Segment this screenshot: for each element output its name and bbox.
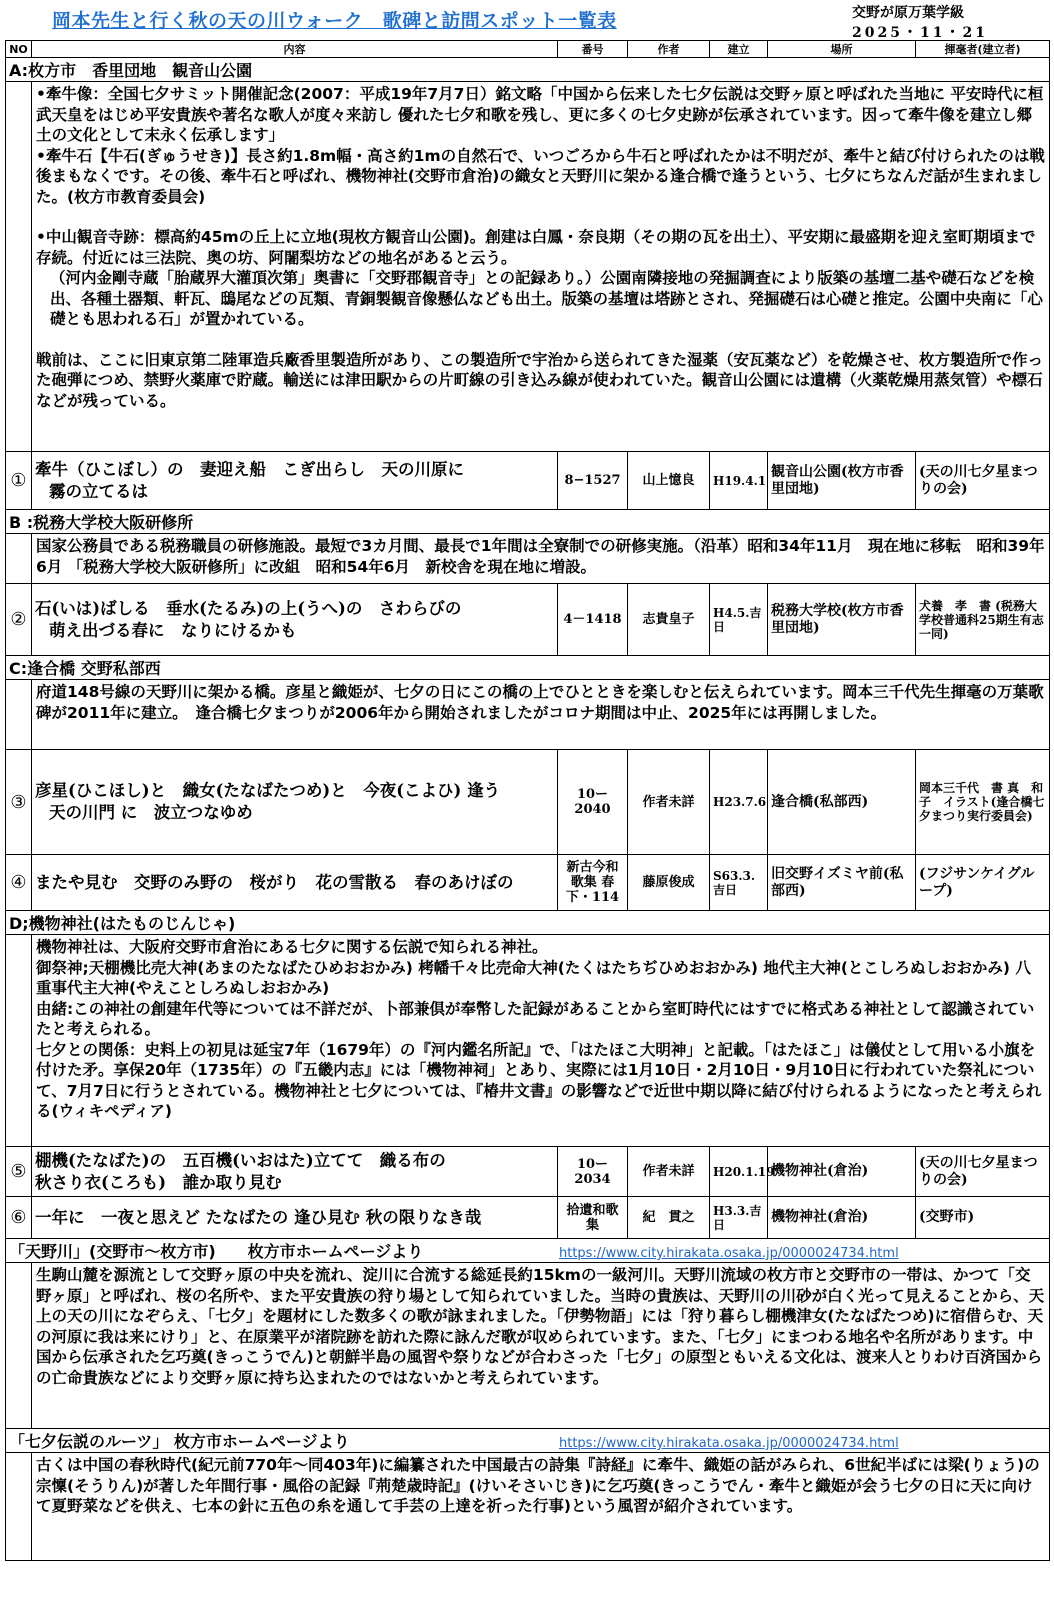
poem-code: 新古今和歌集 春下・114 bbox=[558, 855, 628, 911]
amanogawa-link[interactable]: https://www.city.hirakata.osaka.jp/0000024734.html bbox=[559, 1246, 899, 1261]
table-row bbox=[6, 1147, 1050, 1197]
section-a-p4: （河内金剛寺蔵「胎蔵界大灌頂次第」奥書に「交野郡観音寺」との記録あり。）公園南隣接地の発掘調査により版築の基壇二基や礎石などを検出、各種土器類、軒瓦、鴟尾などの瓦類、青銅製観音像懸仏なども出土。版築の基壇は塔跡とされ、発掘礎石は心礎と推定。公園中央南に「心礎とも思われる石」が置かれている。 bbox=[50, 269, 1043, 328]
row-number: ① bbox=[6, 452, 32, 510]
section-f-description: 古くは中国の春秋時代(紀元前770年～同403年)に編纂された中国最古の詩集『詩経』に牽牛、織姫の話がみられ、6世紀半ばには梁(りょう)の宗懍(そうりん)が著した年間行事・風俗の記録『荊楚歳時記』(けいそさいじき)に乞巧奠(きっこうでん・牽牛と織姫が会う七夕の日に天に向けて夏野菜などを供え、七本の針に五色の糸を通して手芸の上達を祈った行事)という風習が紹介されています。 bbox=[32, 1453, 1050, 1561]
poem-code: 拾遺和歌集 bbox=[558, 1197, 628, 1239]
row-number: ④ bbox=[6, 855, 32, 911]
col-author: 作者 bbox=[628, 41, 710, 58]
row-number: ⑥ bbox=[6, 1197, 32, 1239]
section-c-description: 府道148号線の天野川に架かる橋。彦星と織姫が、七夕の日にこの橋の上でひとときを楽しむと伝えられています。岡本三千代先生揮毫の万葉歌碑が2011年に建立。 逢合橋七夕まつりが2006年から開始されましたがコロナ期間は中止、2025年には再開しました。 bbox=[32, 680, 1050, 750]
col-writer: 揮毫者(建立者) bbox=[916, 41, 1050, 58]
place: 機物神社(倉治) bbox=[768, 1147, 916, 1197]
poem-code: 10ー2040 bbox=[558, 750, 628, 855]
poem: またや見む 交野のみ野の 桜がり 花の雪散る 春のあけぼの bbox=[32, 855, 558, 911]
poem: 石(いは)ばしる 垂水(たるみ)の上(うへ)の さわらびの 萌え出づる春に なりにけるかも bbox=[32, 584, 558, 656]
built-date: S63.3.吉日 bbox=[710, 855, 768, 911]
section-e-description: 生駒山麓を源流として交野ヶ原の中央を流れ、淀川に合流する総延長約15kmの一級河川。天野川流域の枚方市と交野市の一帯は、かつて「交野ヶ原」と呼ばれ、桜の名所や、また平安貴族の狩り場として知られていました。当時の貴族は、天野川の川砂が白く光って見えることから、天上の天の川になぞらえ、「七夕」を題材にした数多くの歌が詠まれました。「伊勢物語」には「狩り暮らし棚機津女(たなばたつめ)に宿借らむ、天の河原に我は来にけり」と、在原業平が渚院跡を訪れた際に詠んだ歌が収められています。また、「七夕」にまつわる地名や名所があります。中国から伝承された乞巧奠(きっこうでん)と朝鮮半島の風習や祭りなどが合わさった「七夕」の原型ともいえる文化は、渡来人とりわけ百済国からの亡命貴族などにより交野ヶ原に持ち込まれたのではないかと考えられています。 bbox=[32, 1263, 1050, 1429]
row-number: ⑤ bbox=[6, 1147, 32, 1197]
col-place: 場所 bbox=[768, 41, 916, 58]
table-row bbox=[6, 584, 1050, 656]
built-date: H20.1.19 bbox=[710, 1147, 768, 1197]
section-a-p1: •牽牛像：全国七夕サミット開催記念(2007：平成19年7月7日）銘文略「中国から伝来した七夕伝説は交野ヶ原と呼ばれた当地に 平安時代に桓武天皇をはじめ平安貴族や著名な歌人が度々来訪し 優れた七夕和歌を残し、更に多くの七夕史跡が伝承されています。因って牽牛像を建立し郷土の文化として末永く伝承します」 bbox=[36, 85, 1044, 144]
section-d-p4: 七夕との関係：史料上の初見は延宝7年（1679年）の『河内鑑名所記』で、「はたほこ大明神」と記載。「はたほこ」は儀仗として用いる小旗を付けた矛。享保20年（1735年）の『五畿内志』には「機物神祠」とあり、実際には1月10日・2月10日・9月10日に行われていた祭礼について、7月7日に行うとされている。機物神社と七夕については、『椿井文書』の影響などで近世中期以降に結び付けられるようになったと考えられる(ウィキペディア) bbox=[36, 1040, 1042, 1120]
poem-author: 作者未詳 bbox=[628, 1147, 710, 1197]
section-e-heading: 「天野川」(交野市～枚方市) 枚方市ホームページより https://www.city.hirakata.osaka.jp/0000024734.html bbox=[6, 1239, 1050, 1263]
poem-code: 8−1527 bbox=[558, 452, 628, 510]
writer: (フジサンケイグループ) bbox=[916, 855, 1050, 911]
place: 機物神社(倉治) bbox=[768, 1197, 916, 1239]
place: 逢合橋(私部西) bbox=[768, 750, 916, 855]
section-c-heading: C:逢合橋 交野私部西 bbox=[6, 656, 1050, 680]
section-a-description bbox=[32, 82, 1050, 452]
poem-code: 10ー2034 bbox=[558, 1147, 628, 1197]
row-number: ② bbox=[6, 584, 32, 656]
section-a-p3: •中山観音寺跡：標高約45mの丘上に立地(現枚方観音山公園)。創建は白鳳・奈良期（その期の瓦を出土）、平安期に最盛期を迎え室町期頃まで存続。付近には三法院、奥の坊、阿闍梨坊などの地名があると云う。 bbox=[36, 228, 1036, 267]
writer: 犬養 孝 書 (税務大学校普通科25期生有志一同) bbox=[916, 584, 1050, 656]
col-built: 建立 bbox=[710, 41, 768, 58]
place: 旧交野イズミヤ前(私部西) bbox=[768, 855, 916, 911]
built-date: H3.3.吉日 bbox=[710, 1197, 768, 1239]
tanabata-roots-link[interactable]: https://www.city.hirakata.osaka.jp/0000024734.html bbox=[559, 1436, 899, 1451]
col-code: 番号 bbox=[558, 41, 628, 58]
writer: 岡本三千代 書 真 和子 イラスト(逢合橋七夕まつり実行委員会) bbox=[916, 750, 1050, 855]
section-a-heading: A:枚方市 香里団地 観音山公園 bbox=[6, 58, 1050, 82]
poem: 一年に 一夜と思えど たなばたの 逢ひ見む 秋の限りなき哉 bbox=[32, 1197, 558, 1239]
table-row bbox=[6, 750, 1050, 855]
poem: 彦星(ひこほし)と 織女(たなばたつめ)と 今夜(こよひ) 逢う 天の川門 に 波立つなゆめ bbox=[32, 750, 558, 855]
section-b-heading: B :税務大学校大阪研修所 bbox=[6, 510, 1050, 534]
poem-author: 紀 貫之 bbox=[628, 1197, 710, 1239]
section-b-description: 国家公務員である税務職員の研修施設。最短で3カ月間、最長で1年間は全寮制での研修実施。（沿革）昭和34年11月 現在地に移転 昭和39年6月 「税務大学校大阪研修所」に改組 昭和54年6月 新校舎を現在地に増設。 bbox=[32, 534, 1050, 584]
section-d-p1: 機物神社は、大阪府交野市倉治にある七夕に関する伝説で知られる神社。 bbox=[36, 938, 548, 956]
writer: (天の川七夕星まつりの会) bbox=[916, 452, 1050, 510]
built-date: H23.7.6 bbox=[710, 750, 768, 855]
section-d-p3: 由緒:この神社の創建年代等については不詳だが、卜部兼倶が奉幣した記録があることから室町時代にはすでに格式ある神社として認識されていたと考えられる。 bbox=[36, 999, 1035, 1038]
writer: (交野市) bbox=[916, 1197, 1050, 1239]
writer: (天の川七夕星まつりの会) bbox=[916, 1147, 1050, 1197]
section-f-heading: 「七夕伝説のルーツ」 枚方市ホームページより https://www.city.hirakata.osaka.jp/0000024734.html bbox=[6, 1429, 1050, 1453]
document-title: 岡本先生と行く秋の天の川ウォーク 歌碑と訪問スポット一覧表 bbox=[52, 10, 617, 32]
place: 観音山公園(枚方市香里団地) bbox=[768, 452, 916, 510]
section-a-p5: 戦前は、ここに旧東京第二陸軍造兵廠香里製造所があり、この製造所で宇治から送られてきた湿薬（安瓦薬など）を乾燥させ、枚方製造所で作った砲弾につめ、禁野火薬庫で貯蔵。輸送には津田駅からの片町線の引き込み線が使われていた。観音山公園には遺構（火薬乾燥用蒸気管）や標石などが残っている。 bbox=[36, 350, 1044, 410]
poem-author: 山上憶良 bbox=[628, 452, 710, 510]
table-header bbox=[6, 41, 1050, 58]
section-d-heading: D;機物神社(はたものじんじゃ) bbox=[6, 911, 1050, 935]
poem: 牽牛（ひこぼし）の 妻迎え船 こぎ出らし 天の川原に 霧の立てるは bbox=[32, 452, 558, 510]
table-row bbox=[6, 452, 1050, 510]
poem-author: 藤原俊成 bbox=[628, 855, 710, 911]
table-row bbox=[6, 1197, 1050, 1239]
section-d-p2: 御祭神;天棚機比売大神(あまのたなばたひめおおかみ) 栲幡千々比売命大神(たくはたちぢひめおおかみ) 地代主大神(とこしろぬしおおかみ) 八重事代主大神(やえことしろぬしおおかみ) bbox=[36, 958, 1031, 997]
spot-table bbox=[5, 40, 1050, 1561]
poem-author: 志貴皇子 bbox=[628, 584, 710, 656]
section-d-description bbox=[32, 935, 1050, 1147]
poem-author: 作者未詳 bbox=[628, 750, 710, 855]
poem: 棚機(たなばた)の 五百機(いおはた)立てて 織る布の 秋さり衣(ころも) 誰か取り見む bbox=[32, 1147, 558, 1197]
col-content: 内容 bbox=[32, 41, 558, 58]
place: 税務大学校(枚方市香里団地) bbox=[768, 584, 916, 656]
poem-code: 4－1418 bbox=[558, 584, 628, 656]
section-a-p2: •牽牛石【牛石(ぎゅうせき)】長さ約1.8m幅・高さ約1mの自然石で、いつごろから牛石と呼ばれたかは不明だが、牽牛と結び付けられたのは戦後まもなくです。その後、牽牛石と呼ばれ、機物神社(交野市倉治)の織女と天野川に架かる逢合橋で逢うという、七夕にちなんだ話が生まれました。(枚方市教育委員会) bbox=[36, 146, 1045, 206]
document-date: 2025・11・21 bbox=[852, 25, 988, 41]
group-name: 交野が原万葉学級 bbox=[852, 5, 964, 21]
built-date: H19.4.1 bbox=[710, 452, 768, 510]
row-number: ③ bbox=[6, 750, 32, 855]
table-row bbox=[6, 855, 1050, 911]
col-no: NO bbox=[6, 41, 32, 58]
built-date: H4.5.吉日 bbox=[710, 584, 768, 656]
